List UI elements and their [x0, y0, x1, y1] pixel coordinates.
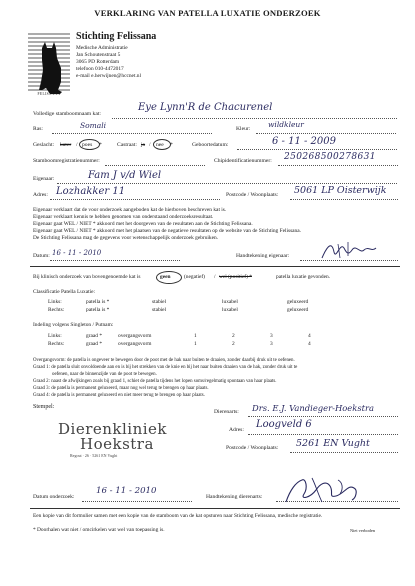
- indeling-grade-2[interactable]: 2: [232, 341, 235, 347]
- postcode-label: Postcode / Woonplaats:: [226, 192, 279, 198]
- ras-line: [52, 133, 212, 134]
- castraat-nee[interactable]: nee: [156, 142, 164, 148]
- classificatie-geluxeerd[interactable]: geluxeerd: [287, 307, 309, 313]
- classificatie-title: Classificatie Patella Luxatie:: [33, 289, 95, 295]
- stamp-line: Dierenkliniek: [58, 420, 168, 438]
- indeling-grade-4[interactable]: 4: [308, 341, 311, 347]
- datum-onderzoek-line: [82, 501, 192, 502]
- felissana-logo: [28, 30, 70, 100]
- clinical-geen[interactable]: geen: [160, 274, 171, 280]
- postcode-value[interactable]: 5061 LP Oisterwijk: [294, 185, 387, 196]
- clinical-wel-positief[interactable]: wel (positief) *: [219, 274, 252, 280]
- stamp-line: Regout · 26 · 5261 EN Vught: [70, 453, 118, 458]
- geboortedatum-label: Geboortedatum:: [192, 142, 229, 148]
- kleur-label: Kleur:: [236, 126, 251, 132]
- grade-description: Graad 2: naast de afwijkingen zoals bij graad 1, schiet de patella tijdens het lopen soms/regelmatig spontaan van haar plaats.: [33, 379, 277, 384]
- adres-line: [50, 199, 220, 200]
- section-divider: [30, 266, 400, 267]
- castraat-ja[interactable]: ja: [141, 142, 146, 148]
- classificatie-stabiel[interactable]: stabiel: [152, 307, 167, 313]
- section-divider: [30, 508, 400, 509]
- stamboomnaam-value[interactable]: Eye Lynn'R de Chacurenel: [138, 102, 273, 113]
- datum-line: [50, 260, 180, 261]
- clinical-prefix: Bij klinisch onderzoek van bovengenoemde kat is: [33, 274, 141, 280]
- castraat-label: Castraat:: [117, 142, 137, 148]
- dierenarts-adres-line: [248, 434, 398, 435]
- adres-label: Adres:: [33, 192, 48, 198]
- dierenarts-adres-label: Adres:: [229, 427, 244, 433]
- owner-statement: Eigenaar gaat WEL / NIET * akkoord met het doorgeven van de resultaten aan de Stichting Felissana.: [33, 221, 253, 227]
- datum-onderzoek-value[interactable]: 16 - 11 - 2010: [96, 486, 157, 496]
- grade-description: oefenen, naar de binnenzijde van de poot te bewegen.: [52, 372, 157, 377]
- vet-stamp: [58, 420, 168, 474]
- dierenarts-adres-value[interactable]: Loogveld 6: [256, 419, 312, 430]
- eigenaar-label: Eigenaar:: [33, 176, 55, 182]
- ras-label: Ras:: [33, 126, 43, 132]
- dierenarts-postcode-value[interactable]: 5261 EN Vught: [296, 438, 370, 449]
- owner-statement: Eigenaar gaat WEL / NIET * akkoord met het plaatsen van de negatieve resultaten op de website van de Stichting Felissana.: [33, 228, 301, 234]
- grade-description: Graad 1: de patella sluit onvoldoende aan en is bij het strekken van de knie en bij het naar buiten draaien van de hak, zonder druk uit te: [33, 365, 298, 370]
- dierenarts-value[interactable]: Drs. E.J. Vandieger-Hoekstra: [252, 403, 374, 413]
- owner-signature-icon: [318, 238, 378, 264]
- dierenarts-line: [248, 416, 398, 417]
- classificatie-luxabel[interactable]: luxabel: [222, 307, 238, 313]
- classificatie-side: Links:: [48, 299, 62, 305]
- geslacht-label: Geslacht:: [33, 142, 55, 148]
- dierenarts-postcode-label: Postcode / Woonplaats:: [226, 445, 279, 451]
- chip-value[interactable]: 250268500278631: [284, 152, 376, 162]
- logo-caption: FELISSANA: [37, 92, 61, 96]
- datum-value[interactable]: 16 - 11 - 2010: [52, 249, 102, 257]
- indeling-overgangsvorm[interactable]: overgangsvorm: [118, 341, 152, 347]
- indeling-overgangsvorm[interactable]: overgangsvorm: [118, 333, 152, 339]
- org-line: Medische Administratie: [76, 45, 128, 51]
- kleur-line: [256, 133, 396, 134]
- owner-statement: De Stichting Felissana mag de gegevens voor wetenschappelijk onderzoek gebruiken.: [33, 235, 219, 241]
- grade-description: Overgangsvorm: de patella is ongeveer te bewegen door de poot met de hak naar buiten te draaien, zonder daarbij druk uit te oefenen.: [33, 358, 295, 363]
- geslacht-poes[interactable]: poes: [82, 142, 93, 148]
- classificatie-opt: patella is *: [86, 307, 110, 313]
- eigenaar-value[interactable]: Fam J v/d Wiel: [88, 170, 162, 181]
- indeling-side: Rechts:: [48, 341, 65, 347]
- grade-description: Graad 3: de patella is permanent geluxeerd, maar nog wel terug te brengen op haar plaats.: [33, 386, 209, 391]
- ras-value[interactable]: Somali: [80, 121, 107, 130]
- geboortedatum-value[interactable]: 6 - 11 - 2009: [272, 136, 337, 147]
- org-line: telefoon 010-4472017: [76, 66, 124, 72]
- org-line: e-mail e.herwijnen@hccnet.nl: [76, 73, 141, 79]
- geslacht-kater[interactable]: kater: [60, 142, 72, 148]
- org-name: Stichting Felissana: [76, 31, 157, 42]
- indeling-graad: graad *: [86, 333, 103, 339]
- indeling-grade-3[interactable]: 3: [270, 341, 273, 347]
- dierenarts-postcode-line: [290, 452, 398, 453]
- stamboomreg-line: [105, 165, 205, 166]
- clinical-negatief: (negatief): [184, 274, 205, 280]
- indeling-grade-1[interactable]: 1: [194, 341, 197, 347]
- footer-note: * Doorhalen wat niet / omcirkelen wat wel van toepassing is.: [33, 527, 165, 533]
- stamboomnaam-label: Volledige stamboomnaam kat:: [33, 111, 101, 117]
- handtekening-dierenarts-label: Handtekening dierenarts:: [206, 494, 263, 500]
- indeling-graad: graad *: [86, 341, 103, 347]
- form-title: VERKLARING VAN PATELLA LUXATIE ONDERZOEK: [94, 8, 321, 18]
- chip-label: Chipidentificatienummer:: [214, 158, 272, 164]
- stamboomnaam-line: [112, 118, 397, 119]
- vet-signature-icon: [282, 472, 362, 508]
- datum-onderzoek-label: Datum onderzoek:: [33, 494, 75, 500]
- classificatie-side: Rechts:: [48, 307, 65, 313]
- postcode-line: [290, 199, 398, 200]
- indeling-side: Links:: [48, 333, 62, 339]
- handtekening-eigenaar-label: Handtekening eigenaar:: [236, 253, 290, 259]
- org-line: Jan Schoutenstraat 5: [76, 52, 121, 58]
- indeling-grade-3[interactable]: 3: [270, 333, 273, 339]
- dierenarts-label: Dierenarts:: [214, 409, 239, 415]
- footer-instruction: Een kopie van dit formulier samen met een kopie van de stamboom van de kat opsturen naar Stichting Felissana, medische registratie.: [33, 513, 323, 519]
- eigenaar-line: [57, 183, 397, 184]
- classificatie-luxabel[interactable]: luxabel: [222, 299, 238, 305]
- stamp-line: Hoekstra: [80, 435, 154, 453]
- cat-logo-icon: [28, 30, 70, 100]
- org-line: 3065 PD Rotterdam: [76, 59, 120, 65]
- classificatie-stabiel[interactable]: stabiel: [152, 299, 167, 305]
- clinical-suffix: patella luxatie gevonden.: [276, 274, 331, 280]
- owner-statement: Eigenaar verklaart kennis te hebben genomen van onderstaand onderzoeksresultaat.: [33, 214, 214, 220]
- indeling-grade-2[interactable]: 2: [232, 333, 235, 339]
- datum-label: Datum:: [33, 253, 50, 259]
- indeling-grade-4[interactable]: 4: [308, 333, 311, 339]
- kleur-value[interactable]: wildkleur: [268, 120, 304, 129]
- grade-description: Graad 4: de patella is permanent geluxeerd en niet meer terug te brengen op haar plaats.: [33, 393, 205, 398]
- stamboomreg-label: Stamboomregistratienummer:: [33, 158, 100, 164]
- indeling-title: Indeling volgens Singleton / Putnam:: [33, 322, 114, 328]
- indeling-grade-1[interactable]: 1: [194, 333, 197, 339]
- geboortedatum-line: [237, 149, 397, 150]
- classificatie-geluxeerd[interactable]: geluxeerd: [287, 299, 309, 305]
- classificatie-opt: patella is *: [86, 299, 110, 305]
- adres-value[interactable]: Lozhakker 11: [56, 186, 126, 197]
- footer-right: Niet verboden: [350, 528, 375, 533]
- chip-line: [278, 165, 398, 166]
- stempel-label: Stempel:: [33, 404, 55, 410]
- owner-statement: Eigenaar verklaart dat de voor onderzoek aangeboden kat de hierboven beschreven kat is.: [33, 207, 227, 213]
